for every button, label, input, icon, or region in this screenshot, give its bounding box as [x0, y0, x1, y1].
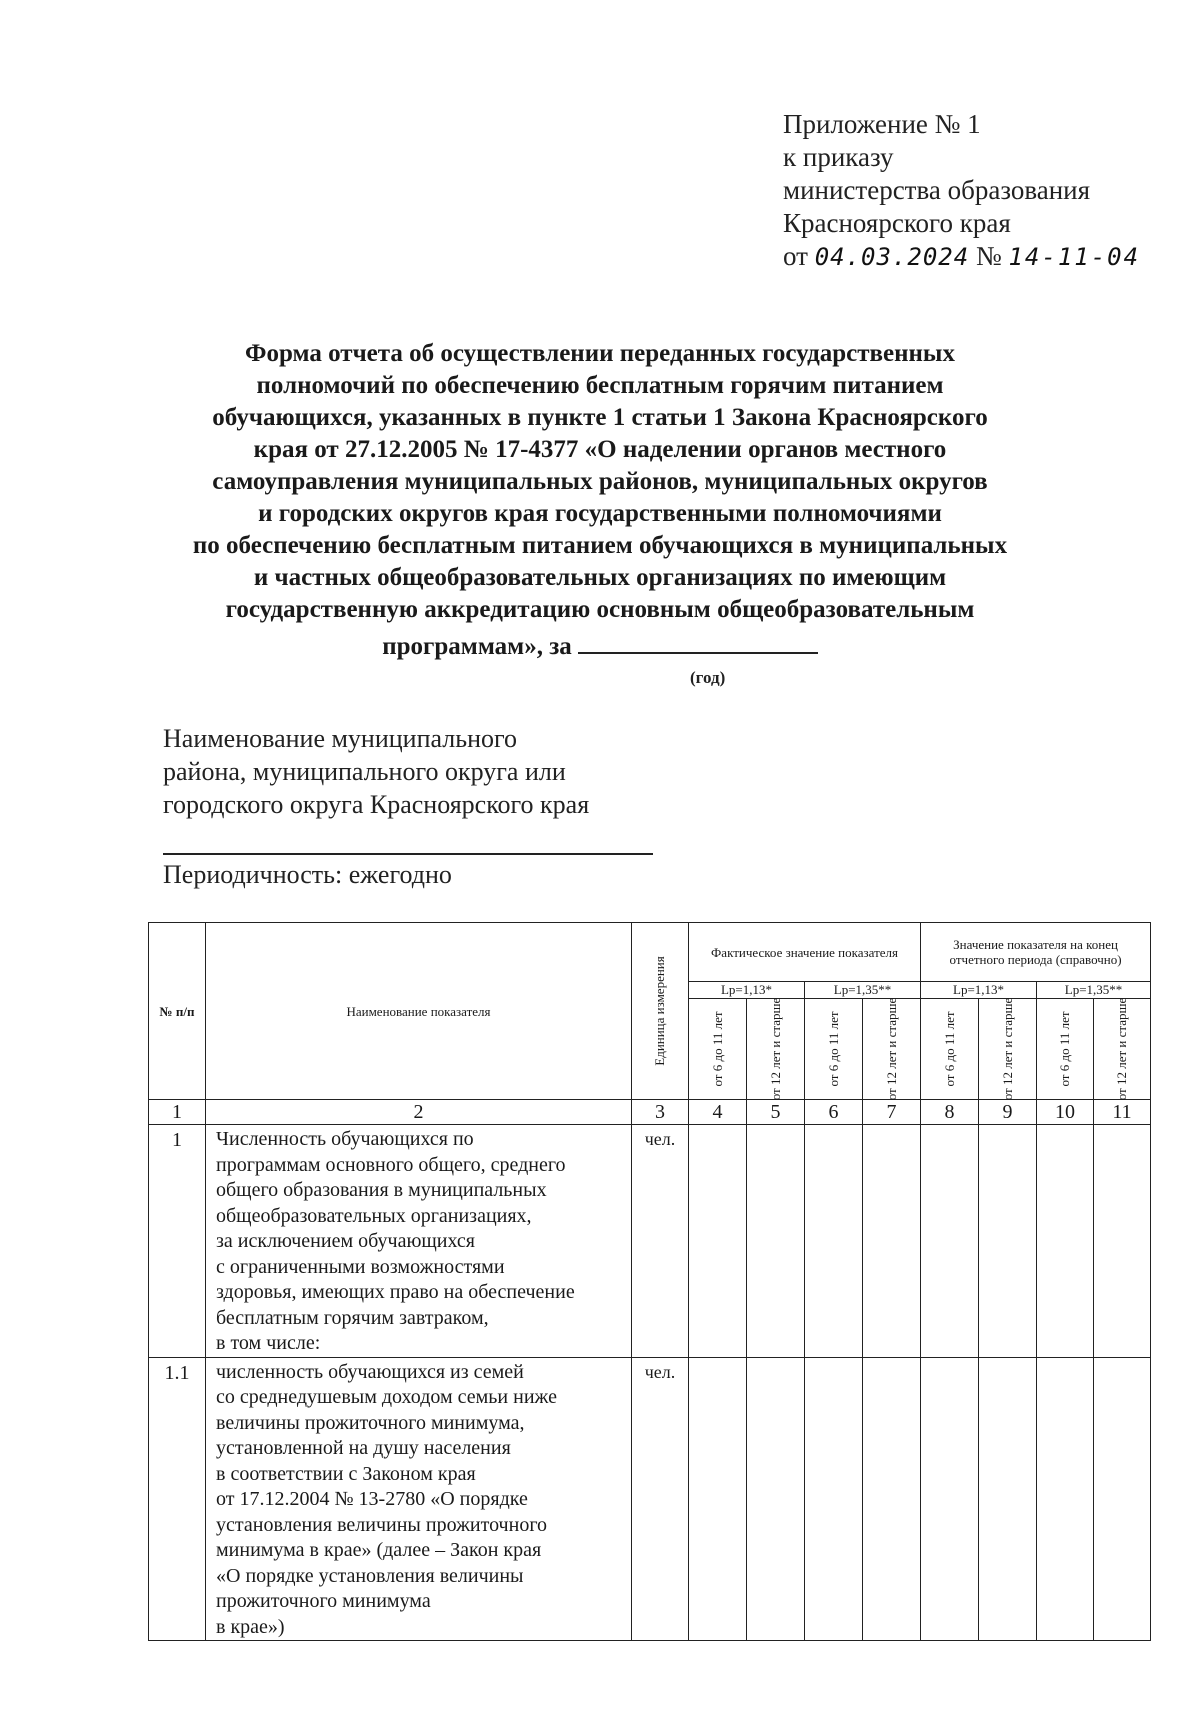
column-number: 8 — [921, 1100, 979, 1125]
column-number: 5 — [747, 1100, 805, 1125]
column-number: 1 — [149, 1100, 206, 1125]
indicator-line: от 17.12.2004 № 13-2780 «О порядке — [216, 1488, 528, 1510]
indicator-line: установленной на душу населения — [216, 1437, 511, 1459]
indicator-line: в крае») — [216, 1615, 285, 1638]
value-cell[interactable] — [979, 1125, 1037, 1358]
header-coef: Lp=1,35** — [805, 982, 921, 999]
value-cell[interactable] — [1094, 1125, 1151, 1358]
title-line: обучающихся, указанных в пункте 1 статьи 1 Закона Красноярского — [212, 404, 988, 431]
header-actual: Фактическое значение показателя — [689, 923, 921, 982]
row-unit: чел. — [632, 1357, 689, 1641]
header-name: Наименование показателя — [206, 923, 632, 1100]
indicator-line: со среднедушевым доходом семьи ниже — [216, 1386, 557, 1408]
header-age — [1094, 999, 1151, 1100]
value-cell[interactable] — [863, 1357, 921, 1641]
value-cell[interactable] — [747, 1357, 805, 1641]
header-age — [921, 999, 979, 1100]
value-cell[interactable] — [1037, 1125, 1094, 1358]
value-cell[interactable] — [689, 1125, 747, 1358]
appendix-title: Приложение № 1 — [783, 109, 981, 139]
indicator-line: общего образования в муниципальных — [216, 1179, 547, 1201]
column-number: 7 — [863, 1100, 921, 1125]
header-coef: Lp=1,13* — [689, 982, 805, 999]
header-age — [1037, 999, 1094, 1100]
title-line: и городских округов края государственными полномочиями — [258, 500, 942, 527]
value-cell[interactable] — [921, 1125, 979, 1358]
periodicity: Периодичность: ежегодно — [163, 860, 452, 889]
title-last-text: программам», за — [382, 633, 572, 660]
appendix-region: Красноярского края — [783, 208, 1011, 238]
age-label: от 12 лет и старше — [1114, 997, 1130, 1101]
header-unit-text: Единица измерения — [652, 956, 667, 1066]
header-age — [747, 999, 805, 1100]
indicator-line: минимума в крае» (далее – Закон края — [216, 1539, 542, 1561]
header-num: № п/п — [149, 923, 206, 1100]
indicator-line: за исключением обучающихся — [216, 1230, 476, 1252]
title-last-line — [100, 626, 1100, 663]
title-line: и частных общеобразовательных организациях по имеющим — [253, 564, 947, 591]
title-line: Форма отчета об осуществлении переданных государственных — [245, 340, 955, 367]
value-cell[interactable] — [805, 1357, 863, 1641]
age-label: от 6 до 11 лет — [709, 1011, 725, 1087]
indicator-line: в том числе: — [216, 1332, 321, 1354]
value-cell[interactable] — [805, 1125, 863, 1358]
indicator-line: в соответствии с Законом края — [216, 1462, 476, 1485]
header-reference: Значение показателя на конец отчетного периода (справочно) — [921, 923, 1151, 982]
header-coef: Lp=1,35** — [1037, 982, 1151, 999]
age-label: от 6 до 11 лет — [825, 1011, 841, 1087]
title-line: государственную аккредитацию основным общеобразовательным — [225, 596, 975, 623]
indicator-line: программам основного общего, среднего — [216, 1153, 566, 1176]
title-line: самоуправления муниципальных районов, муниципальных округов — [212, 468, 988, 495]
header-unit — [632, 923, 689, 1100]
column-number: 9 — [979, 1100, 1037, 1125]
indicator-line: установления величины прожиточного — [216, 1513, 548, 1536]
report-table — [148, 922, 1151, 1641]
indicator-line: общеобразовательных организациях, — [216, 1204, 532, 1227]
indicator-line: «О порядке установления величины — [216, 1564, 524, 1587]
column-number: 2 — [206, 1100, 632, 1125]
indicator-line: здоровья, имеющих право на обеспечение — [216, 1281, 575, 1303]
order-number-handwritten: 14-11-04 — [1008, 243, 1141, 271]
title-line: полномочий по обеспечению бесплатным горячим питанием — [256, 372, 944, 399]
header-age — [689, 999, 747, 1100]
age-label: от 12 лет и старше — [883, 997, 899, 1101]
column-number: 10 — [1037, 1100, 1094, 1125]
value-cell[interactable] — [921, 1357, 979, 1641]
value-cell[interactable] — [747, 1125, 805, 1358]
municipality-line: Наименование муниципального — [163, 724, 518, 753]
value-cell[interactable] — [1094, 1357, 1151, 1641]
column-number: 3 — [632, 1100, 689, 1125]
appendix-date-number — [783, 240, 1183, 274]
age-label: от 6 до 11 лет — [1057, 1011, 1073, 1087]
indicator-line: Численность обучающихся по — [216, 1128, 474, 1150]
table-row — [149, 1357, 1151, 1641]
title-line: по обеспечению бесплатным питанием обучающихся в муниципальных — [192, 532, 1008, 559]
value-cell[interactable] — [979, 1357, 1037, 1641]
header-age — [863, 999, 921, 1100]
indicator-line: бесплатным горячим завтраком, — [216, 1306, 489, 1329]
indicator-line: величины прожиточного минимума, — [216, 1411, 525, 1434]
header-row — [149, 923, 1151, 982]
header-coef: Lp=1,13* — [921, 982, 1037, 999]
year-blank[interactable] — [578, 626, 818, 654]
column-number-row — [149, 1100, 1151, 1125]
year-caption: (год) — [690, 668, 726, 687]
title-line: края от 27.12.2005 № 17-4377 «О наделении органов местного — [253, 436, 947, 463]
age-label: от 12 лет и старше — [767, 997, 783, 1101]
municipality-label — [163, 722, 589, 821]
column-number: 11 — [1094, 1100, 1151, 1125]
order-date-stamp: 04.03.2024 — [814, 243, 970, 271]
form-title — [100, 338, 1100, 663]
municipality-line: района, муниципального округа или — [163, 757, 566, 786]
column-number: 4 — [689, 1100, 747, 1125]
value-cell[interactable] — [1037, 1357, 1094, 1641]
header-age — [979, 999, 1037, 1100]
age-label: от 6 до 11 лет — [941, 1011, 957, 1087]
appendix-block — [783, 108, 1183, 274]
value-cell[interactable] — [689, 1357, 747, 1641]
number-prefix: № — [975, 241, 1002, 271]
appendix-ministry: министерства образования — [783, 175, 1091, 205]
indicator-line: прожиточного минимума — [216, 1590, 431, 1612]
value-cell[interactable] — [863, 1125, 921, 1358]
row-indicator — [206, 1125, 632, 1358]
row-number: 1 — [149, 1125, 206, 1358]
age-label: от 12 лет и старше — [999, 997, 1015, 1101]
header-age — [805, 999, 863, 1100]
row-indicator — [206, 1357, 632, 1641]
municipality-blank[interactable] — [163, 853, 653, 855]
column-number: 6 — [805, 1100, 863, 1125]
municipality-line: городского округа Красноярского края — [163, 790, 590, 819]
row-number: 1.1 — [149, 1357, 206, 1641]
appendix-to-order: к приказу — [783, 142, 894, 172]
date-prefix: от — [783, 241, 808, 271]
indicator-line: с ограниченными возможностями — [216, 1255, 505, 1278]
row-unit: чел. — [632, 1125, 689, 1358]
indicator-line: численность обучающихся из семей — [216, 1360, 524, 1383]
table-row — [149, 1125, 1151, 1358]
